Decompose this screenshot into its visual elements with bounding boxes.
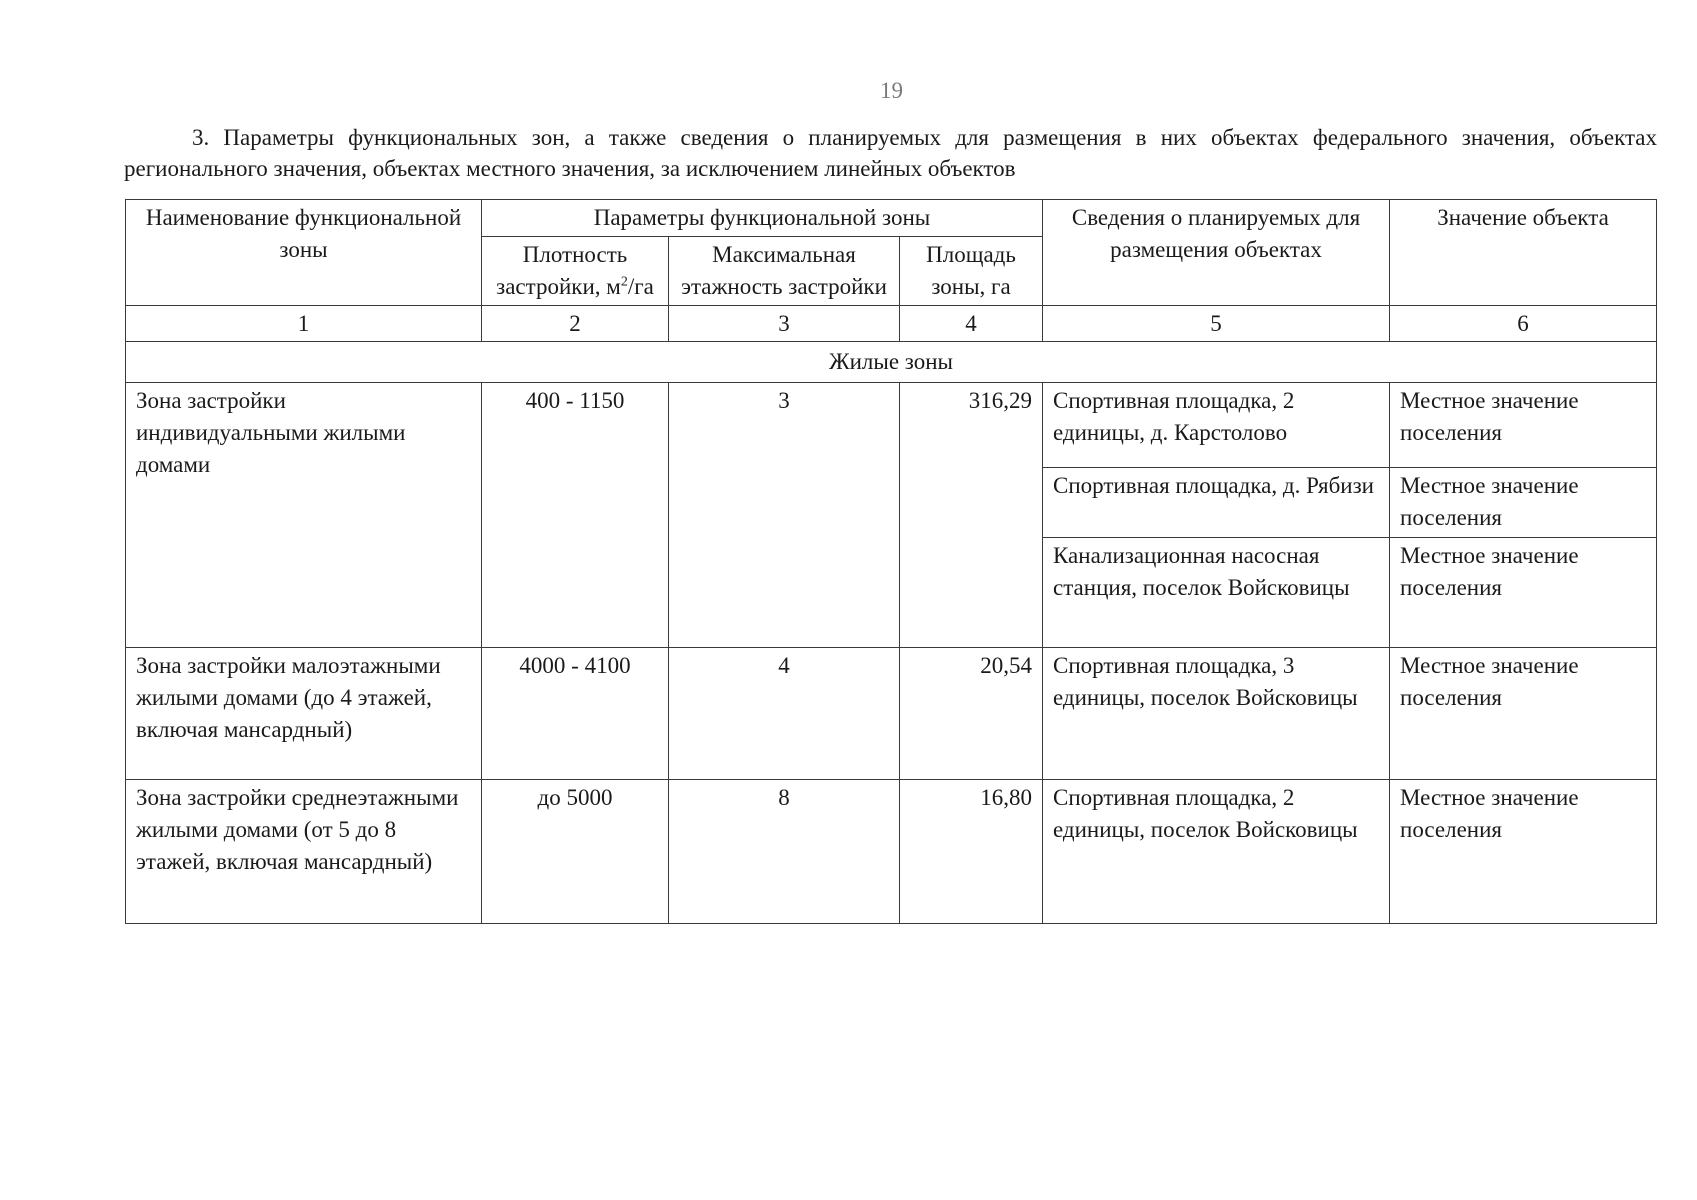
significance-cell: Местное значение поселения: [1390, 648, 1657, 780]
table-row: [126, 780, 1657, 924]
column-number-row: [126, 306, 1657, 342]
header-density-sup: 2: [620, 274, 628, 290]
significance-cell: Местное значение поселения: [1390, 780, 1657, 924]
planned-object-cell: Спортивная площадка, 2 единицы, д. Карстолово: [1043, 383, 1390, 468]
area-cell: 16,80: [900, 780, 1043, 924]
max-floors-cell: 4: [669, 648, 900, 780]
table-row: [126, 383, 1657, 468]
header-density: [482, 237, 669, 306]
density-cell: до 5000: [482, 780, 669, 924]
header-params-group: Параметры функциональной зоны: [482, 200, 1043, 237]
functional-zones-table: [125, 199, 1657, 924]
density-cell: 400 - 1150: [482, 383, 669, 648]
significance-cell: Местное значение поселения: [1390, 383, 1657, 468]
header-density-text: Плотность застройки, м: [496, 242, 628, 299]
zone-name-cell: Зона застройки индивидуальными жилыми домами: [126, 383, 482, 648]
planned-object-cell: Спортивная площадка, д. Рябизи: [1043, 468, 1390, 538]
density-cell: 4000 - 4100: [482, 648, 669, 780]
page-number: 19: [880, 78, 903, 103]
header-planned-objects: Сведения о планируемых для размещения объектах: [1043, 200, 1390, 306]
area-cell: 316,29: [900, 383, 1043, 648]
column-number: 5: [1043, 306, 1390, 342]
zone-name-cell: Зона застройки малоэтажными жилыми домами (до 4 этажей, включая мансардный): [126, 648, 482, 780]
planned-object-cell: Спортивная площадка, 2 единицы, поселок Войсковицы: [1043, 780, 1390, 924]
area-cell: 20,54: [900, 648, 1043, 780]
section-title: Жилые зоны: [126, 342, 1657, 383]
zone-name-cell: Зона застройки среднеэтажными жилыми домами (от 5 до 8 этажей, включая мансардный): [126, 780, 482, 924]
header-max-floors: Максимальная этажность застройки: [669, 237, 900, 306]
header-density-unit: /га: [627, 274, 654, 299]
column-number: 3: [669, 306, 900, 342]
column-number: 6: [1390, 306, 1657, 342]
planned-object-cell: Спортивная площадка, 3 единицы, поселок Войсковицы: [1043, 648, 1390, 780]
column-number: 1: [126, 306, 482, 342]
header-zone-name: Наименование функциональной зоны: [126, 200, 482, 306]
max-floors-cell: 3: [669, 383, 900, 648]
section-heading-paragraph: 3. Параметры функциональных зон, а также сведения о планируемых для размещения в них объектах федерального значения, объектах регионального значения, объектах местного значения, за исключением линейных объектов: [124, 125, 1657, 181]
section-row: [126, 342, 1657, 383]
header-area: Площадь зоны, га: [900, 237, 1043, 306]
column-number: 4: [900, 306, 1043, 342]
header-object-significance: Значение объекта: [1390, 200, 1657, 306]
significance-cell: Местное значение поселения: [1390, 468, 1657, 538]
table-row: [126, 648, 1657, 780]
column-number: 2: [482, 306, 669, 342]
max-floors-cell: 8: [669, 780, 900, 924]
significance-cell: Местное значение поселения: [1390, 538, 1657, 648]
planned-object-cell: Канализационная насосная станция, поселок Войсковицы: [1043, 538, 1390, 648]
table-header-row-1: [126, 200, 1657, 237]
